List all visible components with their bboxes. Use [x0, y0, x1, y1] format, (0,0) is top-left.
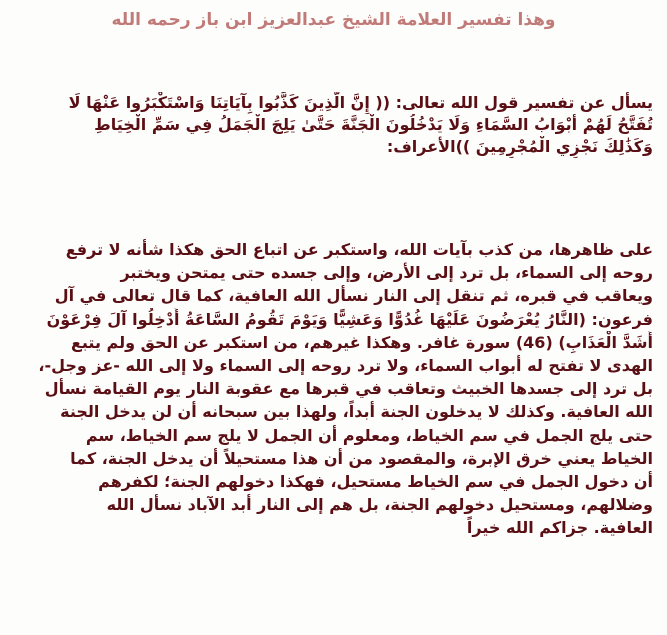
answer-line: فرعون: (النَّارُ يُعْرَضُونَ عَلَيْهَا غُدُوًّا وَعَشِيًّا وَيَوْمَ تَقُومُ السَّاعَةُ أَدْخِلُوا آلَ فِرْعَوْنَ: [46, 309, 653, 329]
page-title: وهذا تفسير العلامة الشيخ عبدالعزيز ابن باز رحمه الله: [111, 10, 556, 30]
answer-line: الخياط يعني خرق الإبرة، والمقصود من أن هذا مستحيلاً أن يدخل الجنة، كما: [70, 448, 653, 468]
question-line: تُفَتَّحُ لَهُمْ أَبْوَابُ السَّمَاءِ وَلَا يَدْخُلُونَ الْجَنَّةَ حَتَّىٰ يَلِجَ الْجَمَلُ فِي سَمِّ الْخِيَاطِ: [94, 115, 653, 134]
question-paragraph: [14, 92, 653, 158]
answer-line: الله العافية. وكذلك لا يدخلون الجنة أبداً، ولهذا بين سبحانه أن لن يدخل الجنة: [60, 402, 653, 422]
answer-line: أن دخول الجمل في سم الخياط مستحيل، فهكذا دخولهم الجنة؛ لكفرهم: [98, 472, 653, 492]
answer-line: الهدى لا تفتح له أبواب السماء، ولا ترد روحه إلى السماء ولا إلى الله -عز وجل-،: [38, 356, 653, 376]
answer-line: وضلالهم، ومستحيل دخولهم الجنة، بل هم إلى النار أبد الآباد نسأل الله: [106, 495, 653, 515]
question-line: وَكَذَٰلِكَ نَجْزِي الْمُجْرِمِينَ ))الأعراف:: [386, 137, 653, 156]
answer-line: روحه إلى السماء، بل ترد إلى الأرض، وإلى جسده حتى يمتحن ويختبر: [120, 263, 653, 283]
answer-line: بل ترد إلى جسدها الخبيث وتعاقب في قبرها مع عقوبة النار يوم القيامة نسأل: [44, 379, 653, 399]
answer-paragraph: [14, 238, 653, 540]
question-line: يسأل عن تفسير قول الله تعالى: (( إِنَّ الَّذِينَ كَذَّبُوا بِآيَاتِنَا وَاسْتَكْبَرُوا عَنْهَا لَا: [68, 93, 653, 112]
answer-line: على ظاهرها، من كذب بآيات الله، واستكبر عن اتباع الحق هكذا شأنه لا ترفع: [65, 240, 653, 259]
answer-line: أَشَدَّ الْعَذَابِ) (46) سورة غافر. وهكذا غيرهم، من استكبر عن الحق ولم يتبع: [70, 332, 653, 352]
answer-line: ويعاقب في قبره، ثم تنقل إلى النار نسأل الله العافية، كما قال تعالى في آل: [54, 286, 653, 306]
answer-line: حتى يلج الجمل في سم الخياط، ومعلوم أن الجمل لا يلج سم الخياط، سم: [85, 425, 653, 445]
answer-line: العافية. جزاكم الله خيراً: [466, 518, 653, 538]
